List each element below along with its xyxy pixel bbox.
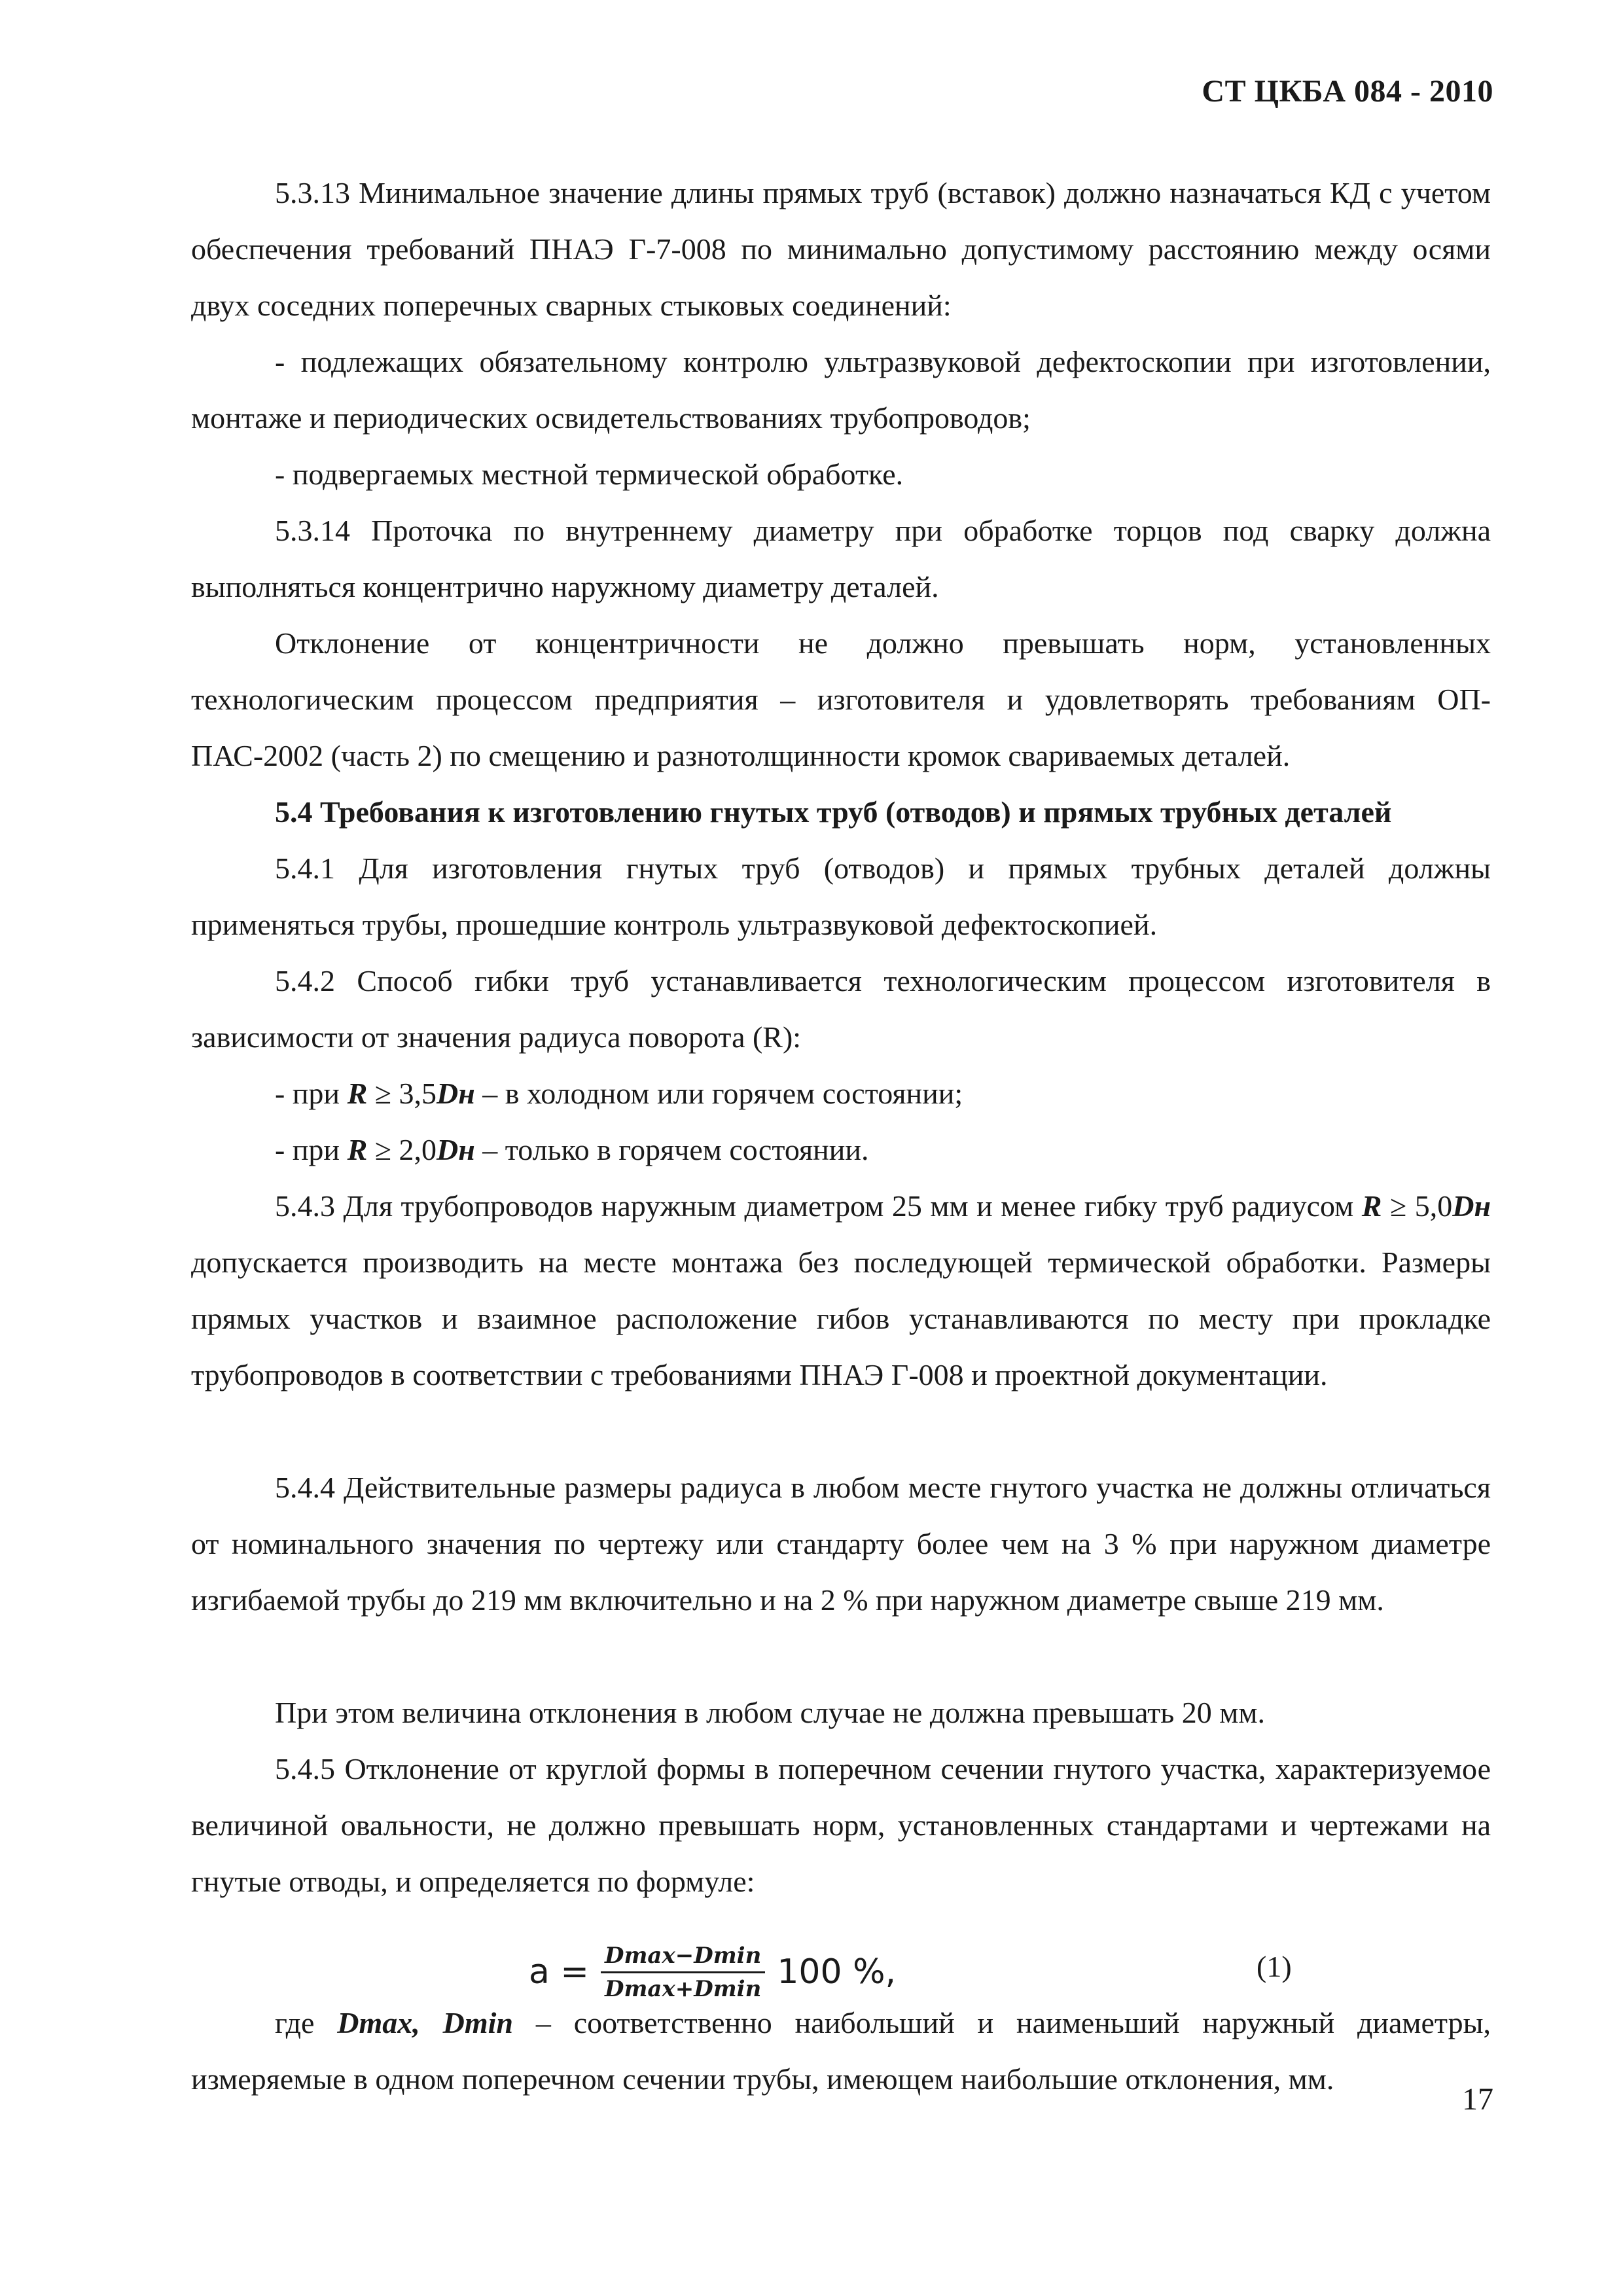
paragraph-5-4-2-item-1: - при R ≥ 3,5Dн – в холодном или горячем состоянии;: [275, 1077, 963, 1110]
paragraph-5-3-14-deviation: Отклонение от концентричности не должно превышать норм, установленных технологическим процессом предприятия – изготовителя и удовлетворять требованиям ОП-ПАС-2002 (часть 2) по смещению и разнотолщинности кромок свариваемых деталей.: [191, 626, 1491, 772]
paragraph-5-3-14: 5.3.14 Проточка по внутреннему диаметру при обработке торцов под сварку должна выполняться концентрично наружному диаметру деталей.: [191, 514, 1491, 603]
paragraph-5-4-4-limit: При этом величина отклонения в любом случае не должна превышать 20 мм.: [275, 1696, 1265, 1729]
document-code-header: СТ ЦКБА 084 - 2010: [1202, 74, 1493, 109]
formula-numerator: Dmax−Dmin: [604, 1942, 762, 1969]
paragraph-5-3-13-item-2: - подвергаемых местной термической обработке.: [275, 457, 904, 491]
formula-variables-definition: где Dmax, Dmin – соответственно наибольший и наименьший наружный диаметры, измеряемые в одном поперечном сечении трубы, имеющем наибольшие отклонения, мм.: [191, 2006, 1491, 2096]
fraction-bar: [601, 1971, 765, 1973]
paragraph-5-3-13-item-1: - подлежащих обязательному контролю ультразвуковой дефектоскопии при изготовлении, монтаже и периодических освидетельствованиях трубопроводов;: [191, 345, 1491, 435]
formula-lhs: a =: [529, 1952, 589, 1992]
paragraph-5-4-1: 5.4.1 Для изготовления гнутых труб (отводов) и прямых трубных деталей должны применяться трубы, прошедшие контроль ультразвуковой дефектоскопией.: [191, 852, 1491, 941]
page-number: 17: [1462, 2082, 1493, 2117]
paragraph-5-4-2: 5.4.2 Способ гибки труб устанавливается технологическим процессом изготовителя в зависимости от значения радиуса поворота (R):: [191, 964, 1491, 1054]
formula-denominator: Dmax+Dmin: [604, 1975, 762, 2002]
formula-number: (1): [1257, 1950, 1292, 1983]
section-5-4-heading: 5.4 Требования к изготовлению гнутых труб (отводов) и прямых трубных деталей: [275, 795, 1392, 829]
formula-fraction: [601, 1943, 765, 2002]
paragraph-5-4-4: 5.4.4 Действительные размеры радиуса в любом месте гнутого участка не должны отличаться от номинального значения по чертежу или стандарту более чем на 3 % при наружном диаметре изгибаемой трубы до 219 мм включительно и на 2 % при наружном диаметре свыше 219 мм.: [191, 1471, 1491, 1617]
paragraph-5-4-3: 5.4.3 Для трубопроводов наружным диаметром 25 мм и менее гибку труб радиусом R ≥ 5,0Dн допускается производить на месте монтажа без последующей термической обработки. Размеры прямых участков и взаимное расположение гибов устанавливаются по месту при прокладке трубопроводов в соответствии с требованиями ПНАЭ Г-008 и проектной документации.: [191, 1189, 1491, 1391]
formula-rhs: 100 %,: [777, 1952, 897, 1992]
paragraph-5-4-2-item-2: - при R ≥ 2,0Dн – только в горячем состоянии.: [275, 1133, 869, 1166]
paragraph-5-4-5: 5.4.5 Отклонение от круглой формы в поперечном сечении гнутого участка, характеризуемое величиной овальности, не должно превышать норм, установленных стандартами и чертежами на гнутые отводы, и определяется по формуле:: [191, 1752, 1491, 1898]
paragraph-5-3-13: 5.3.13 Минимальное значение длины прямых труб (вставок) должно назначаться КД с учетом обеспечения требований ПНАЭ Г-7-008 по минимально допустимому расстоянию между осями двух соседних поперечных сварных стыковых соединений:: [191, 176, 1491, 322]
